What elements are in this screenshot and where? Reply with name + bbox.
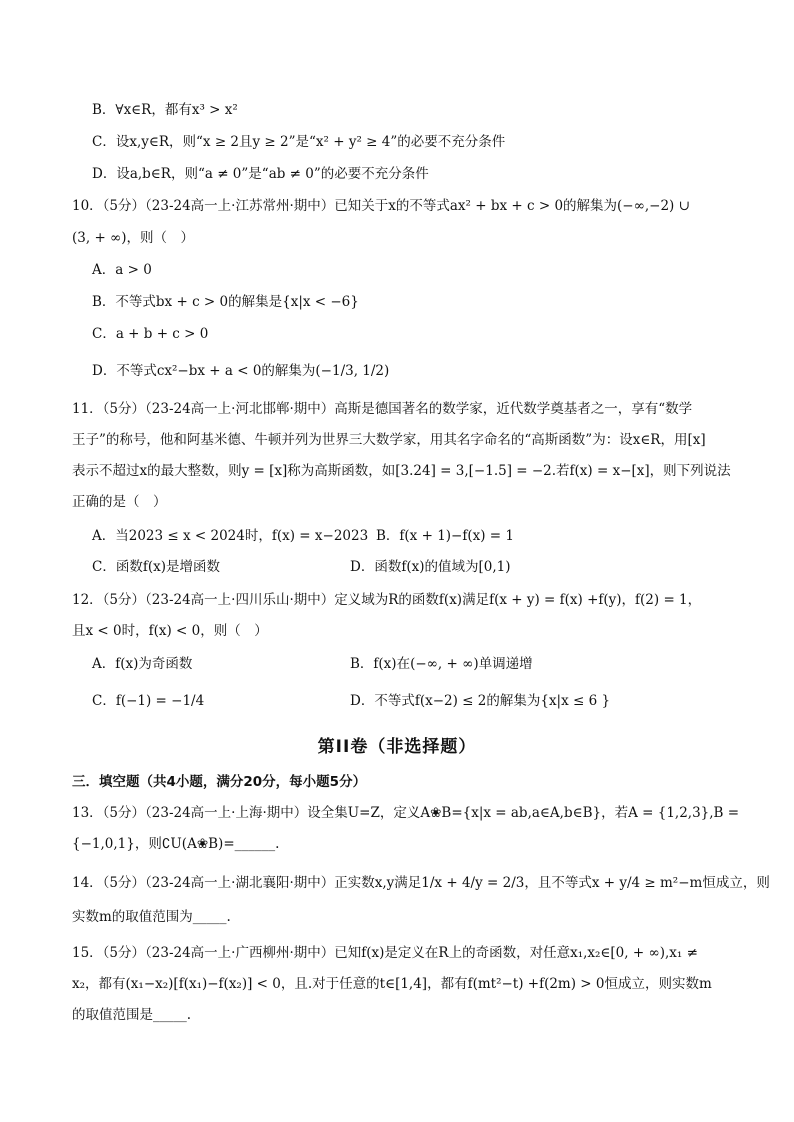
part-ii-heading: 第II卷（非选择题） — [317, 737, 477, 757]
q12-option-b: B．f(x)在(−∞, + ∞)单调递增 — [350, 656, 533, 672]
q10-stem-cont: (3, + ∞)，则（ ） — [72, 230, 195, 246]
q11-stem-cont-2: 表示不超过x的最大整数，则y = [x]称为高斯函数，如[3.24] = 3,[−1.5] = −2.若f(x) = x−[x]，则下列说法 — [72, 463, 731, 479]
q11-stem-cont-3: 正确的是（ ） — [72, 494, 167, 510]
q13-stem-cont: {−1,0,1}，则∁U(A❀B)=______. — [72, 836, 280, 852]
q12-stem: 12．（5分）（23-24高一上·四川乐山·期中）定义域为R的函数f(x)满足f(x + y) = f(x) +f(y)，f(2) = 1， — [72, 592, 702, 608]
q12-option-a: A．f(x)为奇函数 — [92, 656, 193, 672]
q15-stem-cont-2: 的取值范围是_____. — [72, 1007, 192, 1023]
q11-stem-cont-1: 王子”的称号，他和阿基米德、牛顿并列为世界三大数学家，用其名字命名的“高斯函数”为：设x∈R，用[x] — [72, 432, 706, 448]
q15-stem-cont-1: x₂，都有(x₁−x₂)[f(x₁)−f(x₂)] < 0，且.对于任意的t∈[1,4]，都有f(mt²−t) +f(2m) > 0恒成立，则实数m — [72, 976, 712, 992]
q9-option-c: C．设x,y∈R，则“x ≥ 2且y ≥ 2”是“x² + y² ≥ 4”的必要不充分条件 — [92, 134, 506, 150]
q15-stem: 15．（5分）（23-24高一上·广西柳州·期中）已知f(x)是定义在R上的奇函数，对任意x₁,x₂∈[0, + ∞),x₁ ≠ — [72, 945, 698, 961]
q9-option-d: D．设a,b∈R，则“a ≠ 0”是“ab ≠ 0”的必要不充分条件 — [92, 166, 429, 182]
section-3-title: 三．填空题（共4小题，满分20分，每小题5分） — [72, 774, 367, 790]
q9-option-b: B．∀x∈R，都有x³ > x² — [92, 102, 238, 118]
q10-option-c: C．a + b + c > 0 — [92, 326, 209, 342]
q12-option-c: C．f(−1) = −1/4 — [92, 693, 205, 709]
q11-option-c: C．函数f(x)是增函数 — [92, 559, 220, 575]
q12-stem-cont: 且x < 0时，f(x) < 0，则（ ） — [72, 623, 268, 639]
q13-stem: 13．（5分）（23-24高一上·上海·期中）设全集U=Z，定义A❀B={x|x = ab,a∈A,b∈B}，若A = {1,2,3},B = — [72, 805, 740, 821]
q10-option-b: B．不等式bx + c > 0的解集是{x|x < −6} — [92, 294, 359, 310]
q11-option-a: A．当2023 ≤ x < 2024时，f(x) = x−2023 — [92, 528, 369, 544]
q14-stem: 14．（5分）（23-24高一上·湖北襄阳·期中）正实数x,y满足1/x + 4/y = 2/3，且不等式x + y/4 ≥ m²−m恒成立，则 — [72, 875, 770, 891]
q11-option-b: B．f(x + 1)−f(x) = 1 — [376, 528, 514, 544]
q10-stem: 10．（5分）（23-24高一上·江苏常州·期中）已知关于x的不等式ax² + bx + c > 0的解集为(−∞,−2) ∪ — [72, 198, 690, 214]
q12-option-d: D．不等式f(x−2) ≤ 2的解集为{x|x ≤ 6 } — [350, 693, 611, 709]
q11-option-d: D．函数f(x)的值域为[0,1) — [350, 559, 511, 575]
q10-option-d: D．不等式cx²−bx + a < 0的解集为(−1/3, 1/2) — [92, 363, 390, 379]
q11-stem: 11．（5分）（23-24高一上·河北邯郸·期中）高斯是德国著名的数学家，近代数学奠基者之一，享有“数学 — [72, 401, 693, 417]
q10-option-a: A．a > 0 — [92, 262, 152, 278]
q14-stem-cont: 实数m的取值范围为_____. — [72, 909, 231, 925]
